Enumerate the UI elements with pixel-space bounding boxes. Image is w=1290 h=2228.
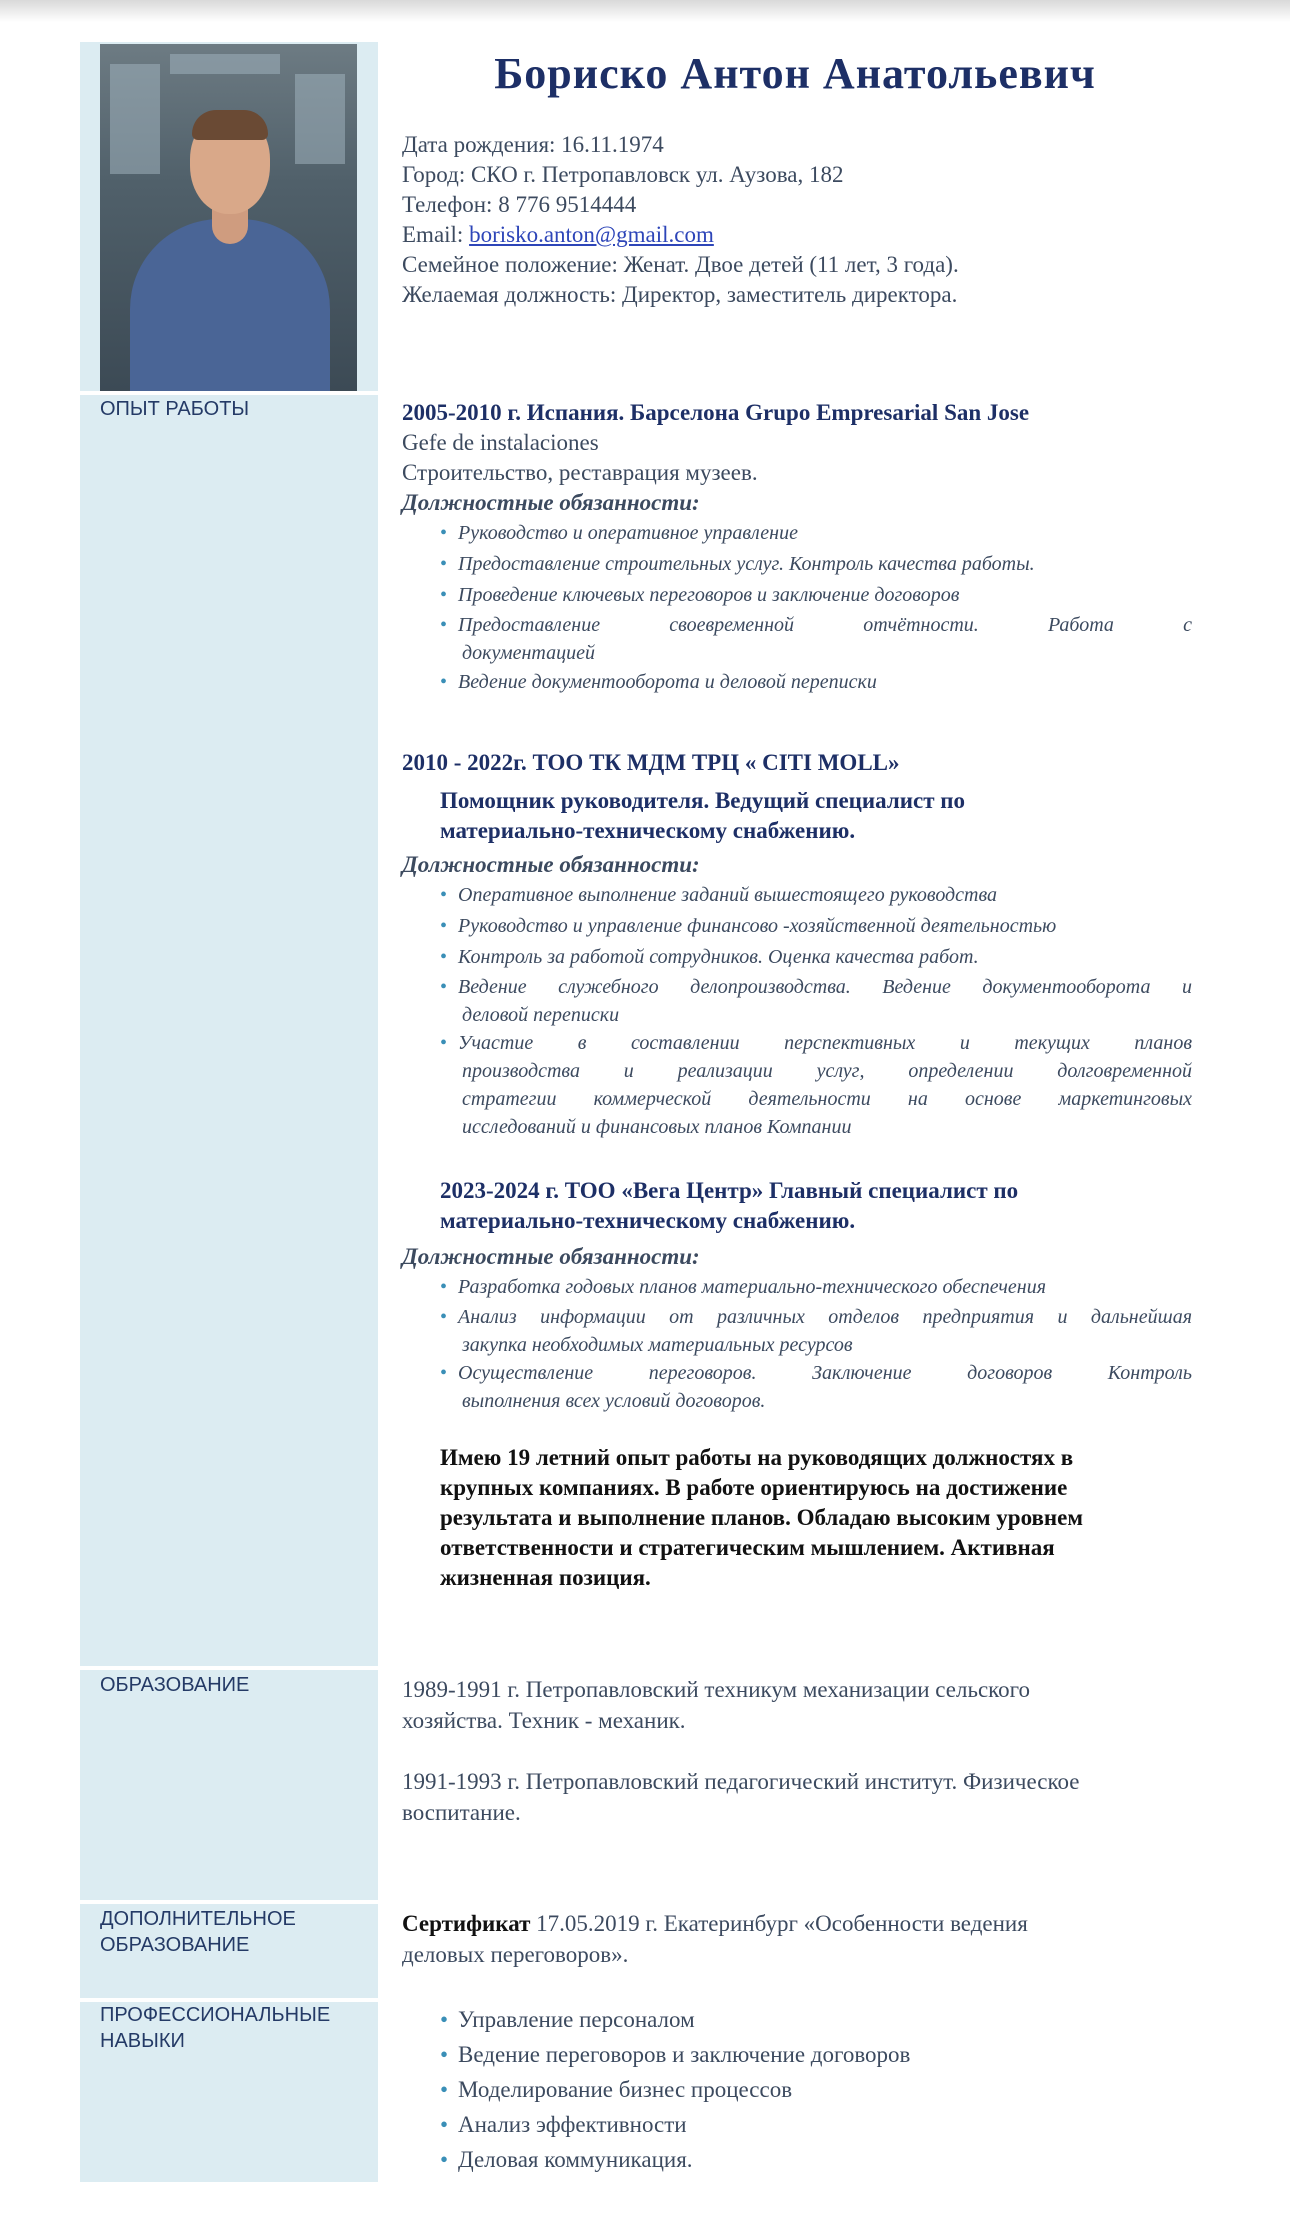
city: Город: СКО г. Петропавловск ул. Аузова, 182 [402,162,844,187]
job-1-field: Строительство, реставрация музеев. [402,460,758,485]
duties-heading: Должностные обязанности: [402,852,700,877]
family-status: Семейное положение: Женат. Двое детей (11 лет, 3 года). [402,252,959,277]
section-label-education: ОБРАЗОВАНИЕ [100,1674,250,1696]
duties-heading: Должностные обязанности: [402,1244,700,1269]
list-item: • Оперативное выполнение заданий вышестоящего руководства [440,880,1192,911]
list-item: • Руководство и оперативное управление [440,518,1192,549]
certificate: Сертификат 17.05.2019 г. Екатеринбург «Особенности ведения [402,1911,1028,1936]
duties-list [402,1272,1192,1415]
certificate-cont: деловых переговоров». [402,1942,629,1967]
job-1-title: 2005-2010 г. Испания. Барселона Grupo Empresarial San Jose [402,400,1030,425]
section-label-skills: ПРОФЕССИОНАЛЬНЫЕ НАВЫКИ [100,2004,331,2052]
summary-line: жизненная позиция. [440,1565,651,1590]
divider [80,1900,378,1904]
divider [80,391,378,395]
job-2 [402,748,1192,1141]
phone: Телефон: 8 776 9514444 [402,192,637,217]
education-item-cont: хозяйства. Техник - механик. [402,1708,686,1733]
list-item: • Контроль за работой сотрудников. Оценка качества работ. [440,942,1192,973]
duties-list [402,880,1192,1141]
job-3-title-cont: материально-техническому снабжению. [440,1208,856,1233]
list-item: • Проведение ключевых переговоров и заключение договоров [440,580,1192,611]
summary-line: ответственности и стратегическим мышлением. Активная [440,1535,1055,1560]
list-item: • Деловая коммуникация. [440,2142,1192,2177]
list-item: • Анализ эффективности [440,2107,1192,2142]
list-item: • Моделирование бизнес процессов [440,2072,1192,2107]
summary-line: Имею 19 летний опыт работы на руководящих должностях в [440,1445,1074,1470]
extra-education [402,1908,1192,1970]
email-link[interactable]: borisko.anton@gmail.com [469,222,714,247]
email-label: Email: [402,222,470,247]
list-item: • Анализ информации от различных отделов предприятия и дальнейшая закупка необходимых материальных ресурсов [440,1303,1192,1359]
summary-line: крупных компаниях. В работе ориентируюсь на достижение [440,1475,1068,1500]
job-1-role: Gefe de instalaciones [402,430,599,455]
job-3-title: 2023-2024 г. ТОО «Вега Центр» Главный специалист по [440,1178,1019,1203]
job-2-role: Помощник руководителя. Ведущий специалист по [440,788,966,813]
job-3 [402,1176,1192,1415]
skills [402,2002,1192,2177]
divider [80,1666,378,1670]
personal-info [402,130,1192,310]
list-item: • Предоставление строительных услуг. Контроль качества работы. [440,549,1192,580]
list-item: • Управление персоналом [440,2002,1192,2037]
list-item: • Предоставление своевременной отчётности. Работа с документацией [440,611,1192,667]
education-item: 1989-1991 г. Петропавловский техникум механизации сельского [402,1677,1031,1702]
list-item: • Участие в составлении перспективных и текущих планов производства и реализации услуг, определении долговременной стратегии коммерческой деятельности на основе маркетинговых исследований и финансовых планов Компании [440,1029,1192,1141]
profile-photo [100,44,357,391]
list-item: • Разработка годовых планов материально-технического обеспечения [440,1272,1192,1303]
job-2-role-cont: материально-техническому снабжению. [440,818,856,843]
job-2-title: 2010 - 2022г. ТОО ТК МДМ ТРЦ « CITI MOLL» [402,750,900,775]
section-label-experience: ОПЫТ РАБОТЫ [100,398,250,420]
skills-list [402,2002,1192,2177]
education-list [402,1674,1192,1828]
job-1 [402,398,1192,698]
list-item: • Осуществление переговоров. Заключение договоров Контроль выполнения всех условий договоров. [440,1359,1192,1415]
birth-date: Дата рождения: 16.11.1974 [402,132,664,157]
person-name: Бориско Антон Анатольевич [494,49,1096,98]
list-item: • Руководство и управление финансово -хозяйственной деятельностью [440,911,1192,942]
list-item: • Ведение служебного делопроизводства. Ведение документооборота и деловой переписки [440,973,1192,1029]
summary-line: результата и выполнение планов. Обладаю высоким уровнем [440,1505,1084,1530]
education-item: 1991-1993 г. Петропавловский педагогический институт. Физическое [402,1769,1080,1794]
list-item: • Ведение переговоров и заключение договоров [440,2037,1192,2072]
top-shadow [0,0,1290,22]
duties-heading: Должностные обязанности: [402,490,700,515]
summary [402,1443,1192,1593]
duties-list [402,518,1192,698]
email-row [402,220,1192,250]
list-item: • Ведение документооборота и деловой переписки [440,667,1192,698]
education-item-cont: воспитание. [402,1800,521,1825]
desired-position: Желаемая должность: Директор, заместитель директора. [402,282,958,307]
section-label-extra-education: ДОПОЛНИТЕЛЬНОЕ ОБРАЗОВАНИЕ [100,1908,296,1956]
